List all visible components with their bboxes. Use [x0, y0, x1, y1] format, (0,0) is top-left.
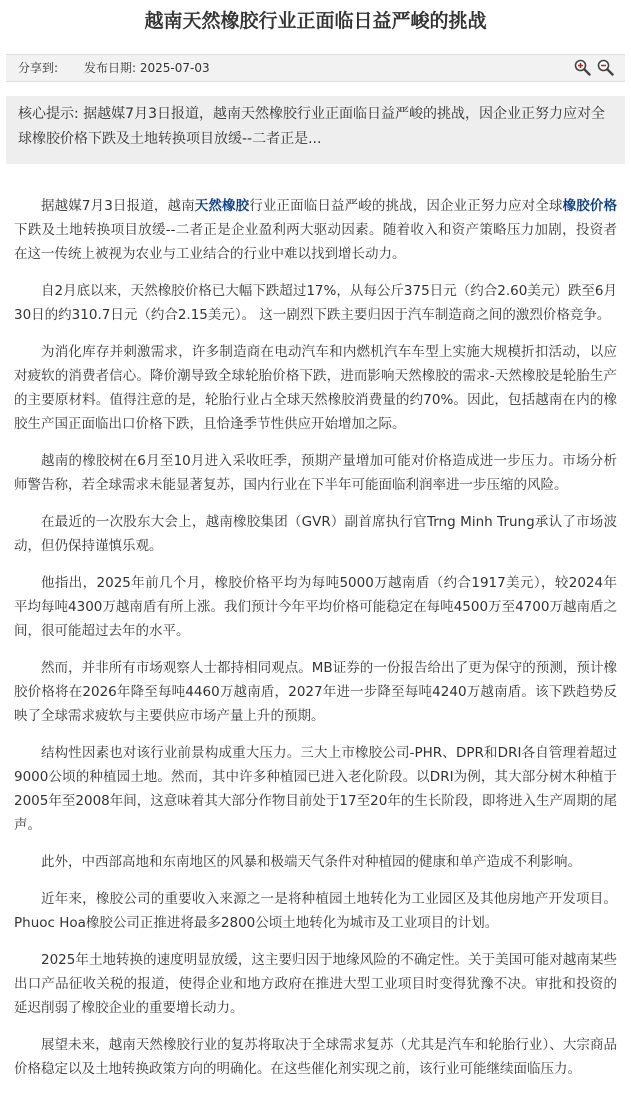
paragraph: [14, 194, 617, 266]
zoom-in-icon[interactable]: [574, 59, 591, 76]
paragraph-text: 行业正面临日益严峻的挑战，因企业正努力应对全球: [249, 198, 563, 214]
paragraph: 此外，中西部高地和东南地区的风暴和极端天气条件对种植园的健康和单产造成不利影响。: [41, 854, 581, 870]
zoom-out-icon[interactable]: [597, 59, 614, 76]
article-body: [14, 194, 617, 1081]
page-title: 越南天然橡胶行业正面临日益严峻的挑战: [144, 10, 487, 32]
paragraph: 为消化库存并刺激需求，许多制造商在电动汽车和内燃机汽车车型上实施大规模折扣活动，以应对疲软的消费者信心。降价潮导致全球轮胎价格下跌，进而影响天然橡胶的需求-天然橡胶是轮胎生产的主要原材料。值得注意的是，轮胎行业占全球天然橡胶消费量的约70%。因此，包括越南在内的橡胶生产国正面临出口价格下跌，且恰逢季节性供应开始增加之际。: [14, 344, 617, 432]
keyword-link[interactable]: 天然橡胶: [194, 198, 250, 214]
summary-box: 核心提示: 据越媒7月3日报道，越南天然橡胶行业正面临日益严峻的挑战，因企业正努力应对全球橡胶价格下跌及土地转换项目放缓--二者正是...: [6, 96, 625, 164]
paragraph: 2025年土地转换的速度明显放缓，这主要归因于地缘风险的不确定性。关于美国可能对越南某些出口产品征收关税的报道，使得企业和地方政府在推进大型工业项目时变得犹豫不决。审批和投资的延迟削弱了橡胶企业的重要增长动力。: [14, 952, 617, 1016]
paragraph-text: 下跌及土地转换项目放缓--二者正是企业盈利两大驱动因素。随着收入和资产策略压力加剧，投资者在这一传统上被视为农业与工业结合的行业中难以找到增长动力。: [14, 222, 617, 262]
paragraph: 近年来，橡胶公司的重要收入来源之一是将种植园土地转化为工业园区及其他房地产开发项目。Phuoc Hoa橡胶公司正推进将最多2800公顷土地转化为城市及工业项目的计划。: [14, 891, 617, 931]
paragraph: 结构性因素也对该行业前景构成重大压力。三大上市橡胶公司-PHR、DPR和DRI各自管理着超过9000公顷的种植园土地。然而，其中许多种植园已进入老化阶段。以DRI为例，其大部分树木种植于2005年至2008年间，这意味着其大部分作物目前处于17至20年的生长阶段，即将进入生产周期的尾声。: [14, 745, 617, 833]
paragraph: 然而，并非所有市场观察人士都持相同观点。MB证券的一份报告给出了更为保守的预测，预计橡胶价格将在2026年降至每吨4460万越南盾，2027年进一步降至每吨4240万越南盾。该下跌趋势反映了全球需求疲软与主要供应市场产量上升的预期。: [14, 660, 617, 724]
paragraph-text: 据越媒7月3日报道，越南: [41, 198, 195, 214]
share-label[interactable]: 分享到:: [18, 61, 59, 75]
paragraph: 他指出，2025年前几个月，橡胶价格平均为每吨5000万越南盾（约合1917美元），较2024年平均每吨4300万越南盾有所上涨。我们预计今年平均价格可能稳定在每吨4500万至4700万越南盾之间，很可能超过去年的水平。: [14, 575, 617, 639]
paragraph: 自2月底以来，天然橡胶价格已大幅下跌超过17%，从每公斤375日元（约合2.60美元）跌至6月30日的约310.7日元（约合2.15美元）。 这一剧烈下跌主要归因于汽车制造商之间的激烈价格竞争。: [14, 283, 617, 323]
paragraph: 在最近的一次股东大会上，越南橡胶集团（GVR）副首席执行官Trng Minh Trung承认了市场波动，但仍保持谨慎乐观。: [14, 514, 617, 554]
article-meta-bar: [6, 54, 625, 82]
paragraph: 展望未来，越南天然橡胶行业的复苏将取决于全球需求复苏（尤其是汽车和轮胎行业）、大宗商品价格稳定以及土地转换政策方向的明确化。在这些催化剂实现之前，该行业可能继续面临压力。: [14, 1037, 617, 1077]
keyword-link[interactable]: 橡胶价格: [562, 198, 618, 214]
publish-date: 发布日期: 2025-07-03: [84, 61, 210, 75]
paragraph: 越南的橡胶树在6月至10月进入采收旺季，预期产量增加可能对价格造成进一步压力。市场分析师警告称，若全球需求未能显著复苏，国内行业在下半年可能面临利润率进一步压缩的风险。: [14, 453, 617, 493]
